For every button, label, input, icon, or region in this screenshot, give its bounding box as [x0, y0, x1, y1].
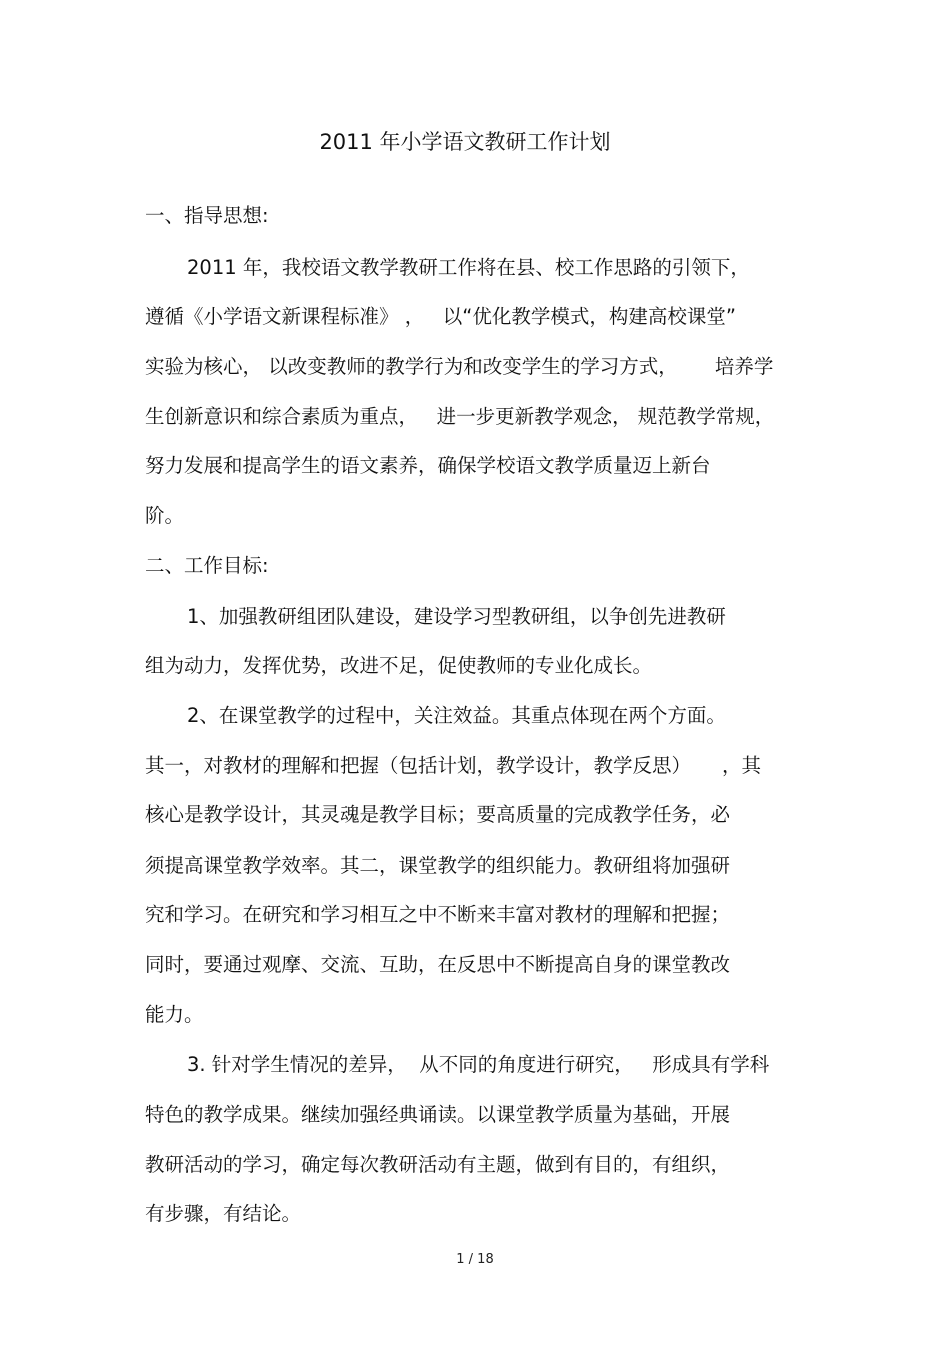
- paragraph-line: 2、在课堂教学的过程中，关注效益。其重点体现在两个方面。: [187, 704, 726, 727]
- page-number: 1 / 18: [456, 1252, 494, 1267]
- paragraph-line: 特色的教学成果。继续加强经典诵读。以课堂教学质量为基础，开展: [145, 1103, 731, 1126]
- paragraph-line: 核心是教学设计，其灵魂是教学目标；要高质量的完成教学任务，必: [145, 803, 731, 826]
- paragraph-line: 同时，要通过观摩、交流、互助，在反思中不断提高自身的课堂教改: [145, 953, 731, 976]
- section-heading-work-goals: 二、工作目标:: [145, 554, 269, 577]
- paragraph-line: 遵循《小学语文新课程标准》 ， 以“优化教学模式，构建高校课堂”: [145, 305, 736, 328]
- paragraph-line: 教研活动的学习，确定每次教研活动有主题，做到有目的，有组织，: [145, 1153, 731, 1176]
- paragraph-line: 其一，对教材的理解和把握（包括计划，教学设计，教学反思） ，其: [145, 754, 761, 777]
- paragraph-line: 能力。: [145, 1003, 204, 1026]
- paragraph-line: 努力发展和提高学生的语文素养，确保学校语文教学质量迈上新台: [145, 454, 711, 477]
- paragraph-line: 组为动力，发挥优势，改进不足，促使教师的专业化成长。: [145, 654, 653, 677]
- paragraph-line: 实验为核心， 以改变教师的教学行为和改变学生的学习方式， 培养学: [145, 355, 774, 378]
- paragraph-line: 1、加强教研组团队建设，建设学习型教研组，以争创先进教研: [187, 605, 726, 628]
- paragraph-line: 阶。: [145, 504, 185, 527]
- section-heading-guiding-ideology: 一、指导思想:: [145, 204, 269, 227]
- paragraph-line: 究和学习。在研究和学习相互之中不断来丰富对教材的理解和把握；: [145, 903, 731, 926]
- paragraph-line: 2011 年，我校语文教学教研工作将在县、校工作思路的引领下，: [187, 256, 750, 279]
- paragraph-line: 3. 针对学生情况的差异， 从不同的角度进行研究， 形成具有学科: [187, 1053, 770, 1076]
- paragraph-line: 须提高课堂教学效率。其二，课堂教学的组织能力。教研组将加强研: [145, 854, 731, 877]
- paragraph-line: 有步骤，有结论。: [145, 1202, 302, 1225]
- document-title: 2011 年小学语文教研工作计划: [319, 130, 611, 154]
- paragraph-line: 生创新意识和综合素质为重点， 进一步更新教学观念， 规范教学常规，: [145, 405, 775, 428]
